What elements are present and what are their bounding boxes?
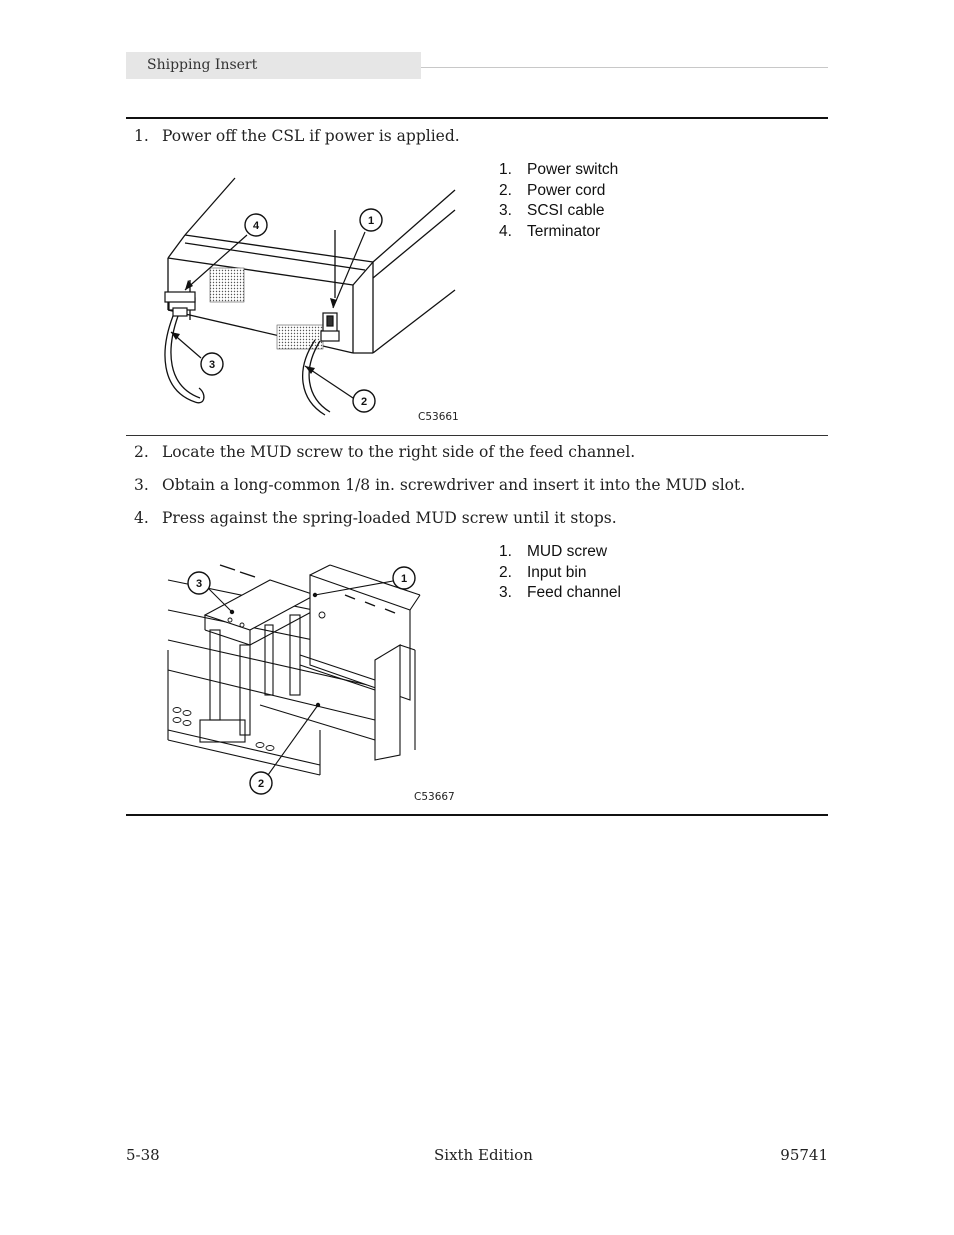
figure-power-connections [155,170,465,430]
callout-1: 1 [400,573,408,585]
page-number: 5-38 [126,1146,160,1164]
step-1 [134,127,460,145]
callout-2: 2 [257,778,265,790]
edition: Sixth Edition [434,1146,533,1164]
legend-item: 4. Terminator [499,222,601,240]
step-number: 4. [134,509,149,527]
figure1-legend [499,160,618,242]
top-rule [126,117,828,119]
step-number: 2. [134,443,149,461]
figure-mud-screw [160,550,460,810]
callout-1: 1 [367,215,375,227]
legend-item: 3. Feed channel [499,584,621,601]
legend-item: 1. MUD screw [499,543,608,560]
step-text: Obtain a long-common 1/8 in. screwdriver and insert it into the MUD slot. [162,476,746,494]
legend-item: 2. Input bin [499,563,587,581]
step-text: Press against the spring-loaded MUD screw until it stops. [162,509,617,527]
step-3 [134,476,745,494]
legend-item: 3. SCSI cable [499,202,605,219]
callout-2: 2 [360,396,368,408]
figure-code: C53661 [418,411,459,423]
step-number: 1. [134,127,149,145]
section-rule [126,435,828,436]
step-text: Locate the MUD screw to the right side of the feed channel. [162,443,636,461]
callout-3: 3 [195,578,203,590]
step-text: Power off the CSL if power is applied. [162,127,460,145]
header-rule [421,67,828,68]
legend-item: 2. Power cord [499,181,606,199]
figure-code: C53667 [414,791,455,803]
bottom-rule [126,814,828,816]
doc-number: 95741 [780,1146,828,1164]
step-4 [134,509,617,527]
callout-3: 3 [208,359,216,371]
figure2-legend [499,542,621,604]
callout-4: 4 [252,220,260,232]
legend-item: 1. Power switch [499,161,619,178]
step-2 [134,443,635,461]
step-number: 3. [134,476,149,494]
section-title: Shipping Insert [147,57,258,73]
